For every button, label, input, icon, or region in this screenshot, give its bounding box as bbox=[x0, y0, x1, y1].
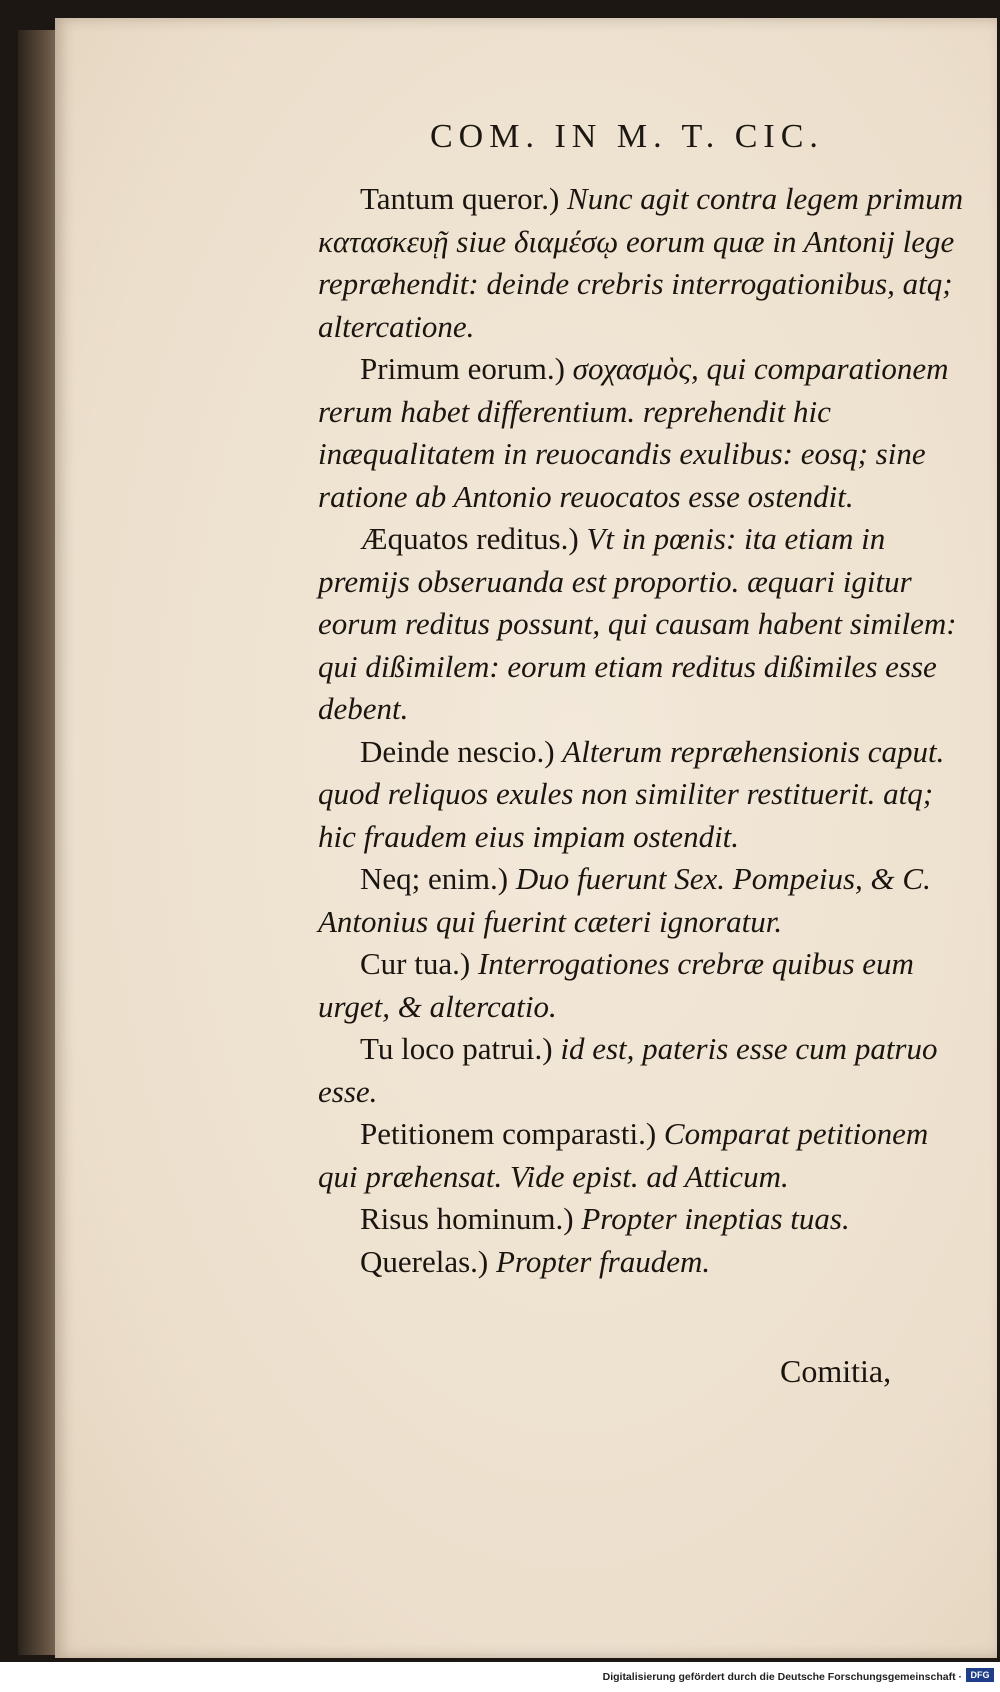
entry-gloss: Propter fraudem. bbox=[496, 1243, 711, 1279]
running-head: COM. IN M. T. CIC. bbox=[430, 118, 824, 155]
entry-gloss: Nunc agit contra legem primum κατασκευῇ siue διαμέσῳ eorum quæ in Antonij lege repræhendit: deinde crebris interrogationibus, atq; altercatione. bbox=[318, 181, 964, 344]
entry-lemma: Querelas.) bbox=[360, 1243, 489, 1279]
digitization-footer bbox=[0, 1662, 1000, 1692]
entry-lemma: Cur tua.) bbox=[360, 946, 471, 981]
entry-gloss: σοχασμὸς, qui comparationem rerum habet differentium. reprehendit hic inæqualitatem in reuocandis exulibus: eosq; sine ratione ab Antonio reuocatos esse ostendit. bbox=[318, 351, 949, 514]
entry-gloss: Vt in pœnis: ita etiam in premijs obseruanda est proportio. æquari igitur eorum reditus possunt, qui causam habent similem: qui dißimilem: eorum etiam reditus dißimiles esse debent. bbox=[318, 521, 957, 726]
entry-lemma: Tu loco patrui.) bbox=[360, 1031, 553, 1066]
entry-lemma: Deinde nescio.) bbox=[360, 733, 555, 769]
entry bbox=[318, 943, 968, 1028]
funding-credit: Digitalisierung gefördert durch die Deutsche Forschungsgemeinschaft · bbox=[602, 1671, 962, 1683]
book-spine-edge bbox=[18, 30, 58, 1655]
entry-lemma: Primum eorum.) bbox=[360, 351, 565, 386]
entry bbox=[318, 1113, 968, 1198]
entry-lemma: Æquatos reditus.) bbox=[360, 521, 579, 556]
entry bbox=[318, 1198, 968, 1241]
entry-lemma: Tantum queror.) bbox=[360, 181, 560, 216]
dfg-logo-icon: DFG bbox=[966, 1668, 994, 1682]
entry bbox=[318, 518, 968, 731]
entry-gloss: Propter ineptias tuas. bbox=[581, 1201, 850, 1236]
entry-lemma: Neq; enim.) bbox=[360, 861, 509, 896]
entry-gloss: Interrogationes crebræ quibus eum urget, & altercatio. bbox=[318, 946, 914, 1024]
entry bbox=[318, 178, 968, 348]
entry-gloss: Alterum repræhensionis caput. quod reliquos exules non similiter restituerit. atq; hic fraudem eius impiam ostendit. bbox=[318, 733, 945, 854]
entry bbox=[318, 1028, 968, 1113]
entry bbox=[318, 858, 968, 943]
entry-gloss: Comparat petitionem qui præhensat. Vide epist. ad Atticum. bbox=[318, 1116, 929, 1194]
entry-gloss: Duo fuerunt Sex. Pompeius, & C. Antonius qui fuerint cæteri ignoratur. bbox=[318, 861, 931, 939]
catchword: Comitia, bbox=[780, 1353, 892, 1389]
entry-lemma: Petitionem comparasti.) bbox=[360, 1116, 657, 1151]
entry bbox=[318, 348, 968, 518]
entry bbox=[318, 1241, 968, 1284]
commentary-text bbox=[318, 178, 968, 1283]
entry-gloss: id est, pateris esse cum patruo esse. bbox=[318, 1031, 938, 1109]
entry bbox=[318, 731, 968, 859]
entry-lemma: Risus hominum.) bbox=[360, 1201, 574, 1236]
